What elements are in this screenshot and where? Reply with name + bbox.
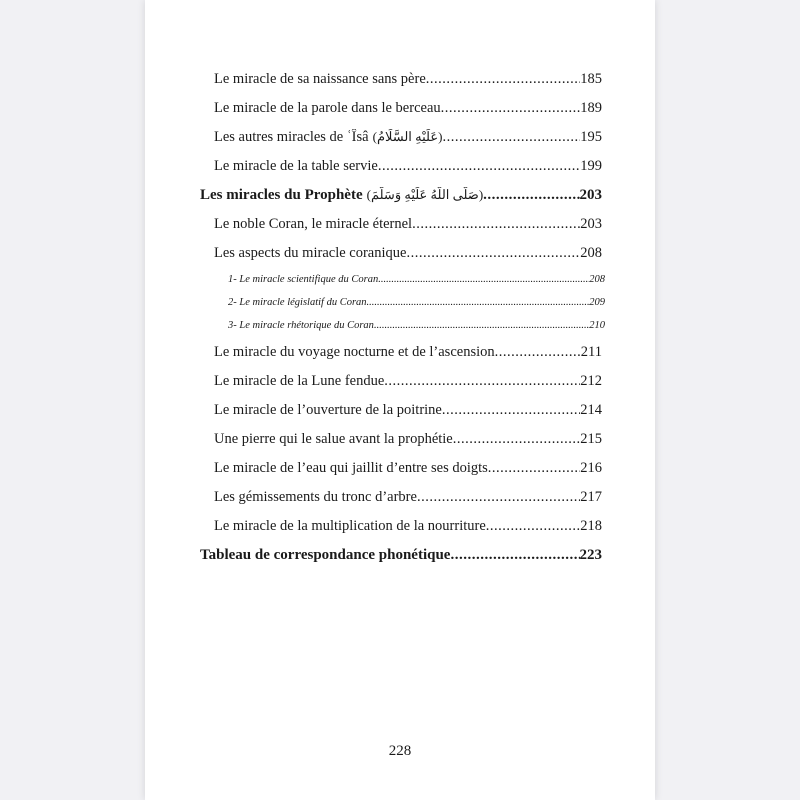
toc-entry-title: Le miracle de la multiplication de la nourriture [214, 518, 486, 534]
toc-leader-dots [483, 187, 579, 204]
toc-leader-dots [384, 373, 580, 390]
toc-leader-dots [495, 344, 581, 361]
toc-leader-dots [442, 129, 580, 146]
toc-entry [214, 100, 602, 117]
toc-entry-page: 212 [580, 373, 602, 389]
toc-entry-page: 217 [580, 489, 602, 505]
toc-chapter-entry [200, 187, 602, 204]
toc-leader-dots [486, 518, 580, 535]
toc-entry-title: 3- Le miracle rhétorique du Coran [228, 320, 374, 331]
toc-entry-title: 1- Le miracle scientifique du Coran [228, 274, 379, 285]
toc-leader-dots [378, 274, 589, 285]
toc-leader-dots [367, 297, 590, 308]
toc-entry-page: 199 [580, 158, 602, 174]
toc-entry-page: 185 [580, 71, 602, 87]
toc-entry-page: 209 [589, 297, 605, 308]
toc-entry-page: 214 [580, 402, 602, 418]
toc-leader-dots [453, 431, 581, 448]
toc-entry [214, 245, 602, 262]
toc-entry-page: 223 [579, 547, 602, 563]
toc-subentry [228, 297, 605, 308]
toc-entry-title: Le miracle de la Lune fendue [214, 373, 385, 389]
toc-leader-dots [441, 100, 581, 117]
toc-entry-page: 215 [580, 431, 602, 447]
toc-leader-dots [417, 489, 580, 506]
toc-entry-title: Les autres miracles de ʿÎsâ [214, 129, 369, 145]
toc-entry-title: 2- Le miracle législatif du Coran [228, 297, 367, 308]
toc-leader-dots [442, 402, 580, 419]
toc-entry-page: 195 [580, 129, 602, 145]
toc-entry-title: Le miracle de sa naissance sans père [214, 71, 426, 87]
book-page [145, 0, 655, 800]
toc-leader-dots [378, 158, 580, 175]
toc-leader-dots [406, 245, 580, 262]
toc-entry-title: Les miracles du Prophète [200, 187, 363, 203]
toc-entry-title: Le miracle de l’eau qui jaillit d’entre ses doigts [214, 460, 488, 476]
toc-entry [214, 344, 602, 361]
toc-leader-dots [426, 71, 580, 88]
toc-entry-page: 203 [579, 187, 602, 203]
toc-entry-page: 203 [580, 216, 602, 232]
toc-entry-title: Les aspects du miracle coranique [214, 245, 407, 261]
toc-entry-title: Tableau de correspondance phonétique [200, 547, 451, 563]
toc-entry-title: Le miracle du voyage nocturne et de l’ascension [214, 344, 495, 360]
toc-entry-title: Le noble Coran, le miracle éternel [214, 216, 413, 232]
toc-entry [214, 129, 602, 146]
toc-leader-dots [374, 320, 589, 331]
toc-entry-title: Le miracle de la table servie [214, 158, 378, 174]
toc-entry-page: 208 [580, 245, 602, 261]
toc-entry-page: 216 [580, 460, 602, 476]
toc-entry-title: Le miracle de la parole dans le berceau [214, 100, 441, 116]
toc-entry-honorific: (عَلَيْهِ السَّلَامُ) [372, 129, 443, 144]
toc-entry-page: 218 [580, 518, 602, 534]
page-number: 228 [388, 743, 412, 759]
toc-subentry [228, 320, 605, 331]
toc-entry [214, 158, 602, 175]
toc-chapter-entry [200, 547, 602, 564]
toc-entry [214, 216, 602, 233]
toc-entry-title: Une pierre qui le salue avant la prophétie [214, 431, 453, 447]
toc-leader-dots [488, 460, 580, 477]
toc-entry [214, 518, 602, 535]
toc-entry-title: Le miracle de l’ouverture de la poitrine [214, 402, 442, 418]
toc-entry [214, 460, 602, 477]
toc-subentry [228, 274, 605, 285]
toc-entry [214, 373, 602, 390]
toc-entry-honorific: (صَلَّى اللَّهُ عَلَيْهِ وَسَلَّمَ) [366, 187, 484, 202]
toc-entry-page: 211 [580, 344, 602, 360]
toc-entry [214, 489, 602, 506]
toc-leader-dots [412, 216, 580, 233]
toc-entry [214, 402, 602, 419]
toc-entry-title: Les gémissements du tronc d’arbre [214, 489, 417, 505]
toc-entry [214, 71, 602, 88]
toc-entry-page: 208 [589, 274, 605, 285]
toc-leader-dots [450, 547, 579, 564]
toc-entry-page: 189 [580, 100, 602, 116]
toc-entry [214, 431, 602, 448]
toc-entry-page: 210 [589, 320, 605, 331]
